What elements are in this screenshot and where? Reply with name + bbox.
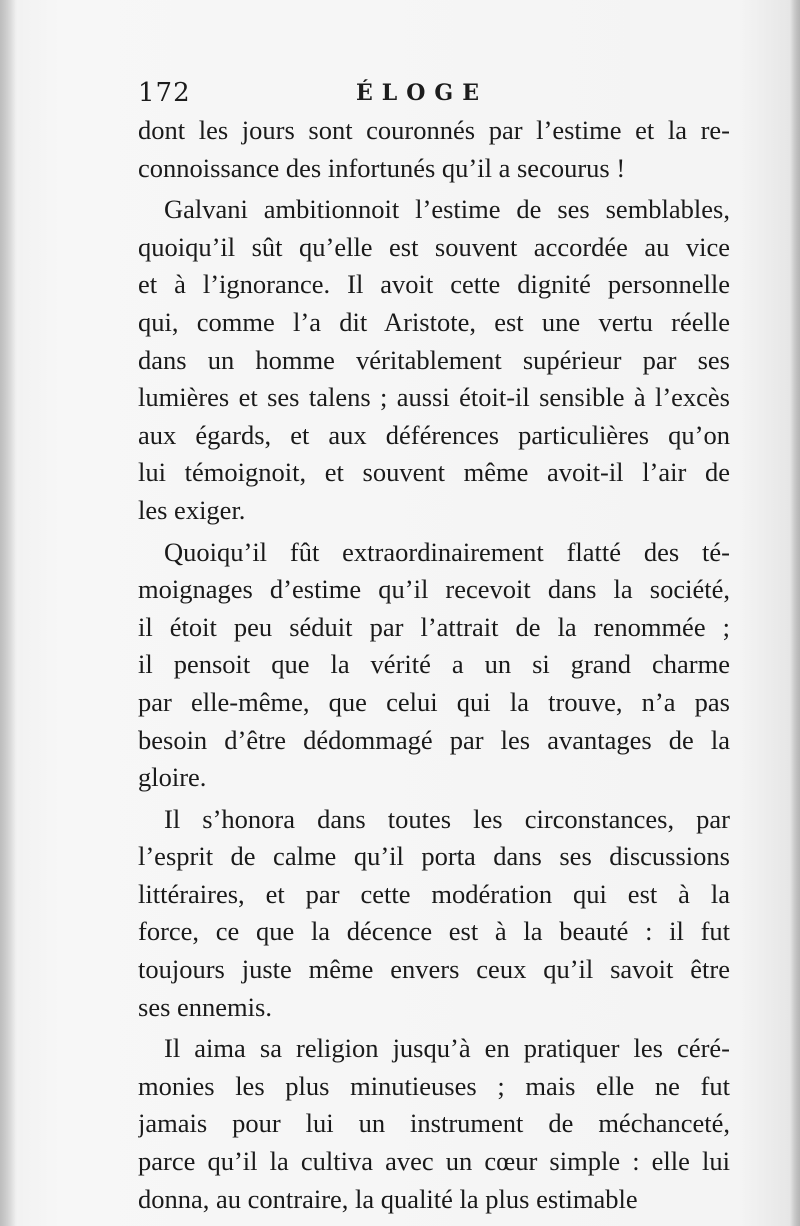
- text-line: lumières et ses talens ; aussi étoit-il sensible à l’excès: [138, 382, 730, 413]
- text-line: connoissance des infortunés qu’il a secourus !: [138, 152, 626, 183]
- text-line: gloire.: [138, 762, 207, 793]
- text-line: quoiqu’il sût qu’elle est souvent accordée au vice: [138, 231, 730, 262]
- page-edge-shadow: [790, 0, 800, 1226]
- page-number: 172: [138, 78, 191, 108]
- text-line: dans un homme véritablement supérieur par ses: [138, 344, 730, 375]
- running-title: ÉLOGE: [356, 80, 488, 106]
- text-line: ses ennemis.: [138, 991, 272, 1022]
- text-line: dont les jours sont couronnés par l’estime et la re-: [138, 115, 730, 145]
- paragraph: [138, 191, 730, 529]
- text-line: lui témoignoit, et souvent même avoit-il l’air de: [138, 457, 730, 488]
- text-line: il pensoit que la vérité a un si grand charme: [138, 649, 730, 680]
- text-line: Galvani ambitionnoit l’estime de ses semblables,: [164, 194, 730, 225]
- text-line: force, ce que la décence est à la beauté : il fut: [138, 916, 730, 947]
- text-line: toujours juste même envers ceux qu’il savoit être: [138, 954, 730, 985]
- text-line: Quoiqu’il fût extraordinairement flatté des té-: [164, 536, 730, 567]
- text-line: besoin d’être dédommagé par les avantages de la: [138, 724, 730, 755]
- text-line: parce qu’il la cultiva avec un cœur simple : elle lui: [138, 1146, 730, 1177]
- text-line: monies les plus minutieuses ; mais elle ne fut: [138, 1070, 730, 1101]
- text-line: littéraires, et par cette modération qui est à la: [138, 878, 730, 909]
- text-line: jamais pour lui un instrument de méchanceté,: [138, 1108, 730, 1139]
- paragraph: [138, 1030, 730, 1218]
- text-line: Il s’honora dans toutes les circonstances, par: [164, 803, 730, 834]
- text-line: par elle-même, que celui qui la trouve, n’a pas: [138, 686, 730, 717]
- gutter-shadow: [0, 0, 16, 1226]
- text-line: Il aima sa religion jusqu’à en pratiquer les céré-: [164, 1033, 730, 1064]
- text-line: aux égards, et aux déférences particulières qu’on: [138, 419, 730, 450]
- text-line: et à l’ignorance. Il avoit cette dignité personnelle: [138, 269, 730, 300]
- page-header: [138, 74, 728, 114]
- text-line: moignages d’estime qu’il recevoit dans la société,: [138, 574, 730, 605]
- text-line: il étoit peu séduit par l’attrait de la renommée ;: [138, 611, 730, 642]
- text-line: donna, au contraire, la qualité la plus estimable: [138, 1183, 638, 1214]
- paragraph: [138, 534, 730, 797]
- paragraph: [138, 112, 730, 187]
- text-line: qui, comme l’a dit Aristote, est une vertu réelle: [138, 306, 730, 337]
- text-line: l’esprit de calme qu’il porta dans ses discussions: [138, 841, 730, 872]
- text-line: les exiger.: [138, 494, 246, 525]
- paragraph: [138, 801, 730, 1027]
- body-text: [138, 112, 730, 1218]
